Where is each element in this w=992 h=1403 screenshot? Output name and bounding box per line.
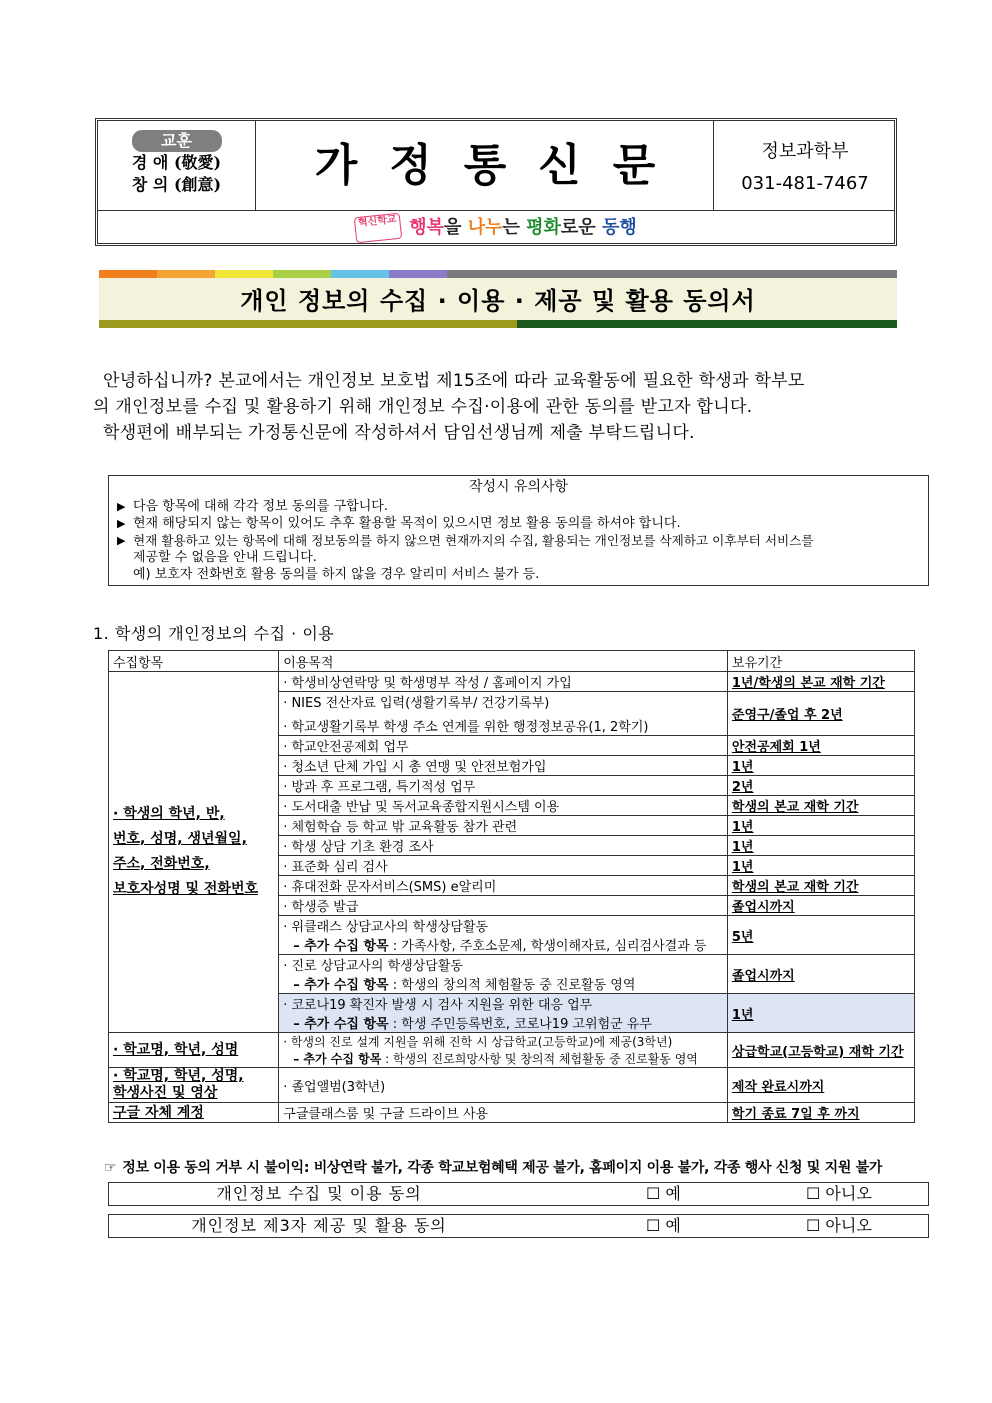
- collected-items-cell: [109, 672, 279, 1033]
- table-header-row: [109, 651, 915, 672]
- header-cell: 수집항목: [109, 651, 279, 672]
- purpose-line: · 진로 상담교사의 학생상담활동: [283, 959, 463, 974]
- color-segment: [447, 270, 897, 278]
- extra-label: 추가 수집 항목: [304, 978, 389, 993]
- color-segment: [331, 270, 389, 278]
- color-segment: [273, 270, 331, 278]
- retention-cell: 1년: [727, 856, 914, 876]
- purpose-cell: [279, 692, 728, 736]
- consent-row-collection: [108, 1182, 929, 1206]
- purpose-cell: · 방과 후 프로그램, 특기적성 업무: [279, 776, 728, 796]
- notes-title: 작성시 유의사항: [468, 479, 569, 495]
- header-cell: 이용목적: [279, 651, 728, 672]
- slogan-row: [98, 210, 894, 243]
- collected-item-line: 보호자성명 및 전화번호: [113, 881, 258, 897]
- color-segment: [157, 270, 215, 278]
- motto-line-1: 경 애 (敬愛): [131, 153, 222, 172]
- purpose-line: · 학교생활기록부 학생 주소 연계를 위한 행정정보공유(1, 2학기): [283, 720, 649, 735]
- document-title: 개인 정보의 수집 · 이용 · 제공 및 활용 동의서: [99, 278, 897, 320]
- consent-yes-checkbox[interactable]: ☐ 예: [646, 1184, 681, 1203]
- motto-line-2: 창 의 (創意): [131, 175, 222, 194]
- collected-items-cell: 구글 자체 계정: [109, 1103, 279, 1123]
- note-continuation: 제공할 수 없음을 안내 드립니다.: [133, 550, 317, 565]
- table-row: [109, 1103, 915, 1123]
- purpose-cell: [279, 994, 728, 1033]
- retention-cell: 준영구/졸업 후 2년: [727, 692, 914, 736]
- retention-cell: 학기 종료 7일 후 까지: [727, 1103, 914, 1123]
- retention-cell: 상급학교(고등학교) 재학 기간: [727, 1033, 914, 1068]
- slogan-word: 로운: [560, 217, 602, 238]
- purpose-cell: · 체험학습 등 학교 밖 교육활동 참가 관련: [279, 816, 728, 836]
- intro-line: 의 개인정보를 수집 및 활용하기 위해 개인정보 수집·이용에 관한 동의를 받고자 합니다.: [93, 397, 753, 417]
- consent-label: 개인정보 제3자 제공 및 활용 동의: [191, 1216, 447, 1235]
- retention-cell: 학생의 본교 재학 기간: [727, 796, 914, 816]
- innovation-school-badge: 혁신학교: [354, 213, 402, 244]
- purpose-line: · 코로나19 확진자 발생 시 검사 지원을 위한 대응 업무: [283, 998, 593, 1013]
- intro-line: 안녕하십니까? 본교에서는 개인정보 보호법 제15조에 따라 교육활동에 필요한 학생과 학부모: [103, 371, 805, 391]
- purpose-cell: · 학생증 발급: [279, 896, 728, 916]
- extra-label: 추가 수집 항목: [304, 939, 389, 954]
- newsletter-title: 가정통신문: [257, 121, 714, 210]
- retention-cell: 1년/학생의 본교 재학 기간: [727, 672, 914, 692]
- slogan-word: 행복: [409, 217, 445, 238]
- decorative-bottom-bar: [99, 320, 897, 328]
- note-example: 예) 보호자 전화번호 활용 동의를 하지 않을 경우 알리미 서비스 불가 등.: [133, 567, 540, 582]
- color-segment: [215, 270, 273, 278]
- refusal-notice: [104, 1157, 882, 1177]
- retention-cell: 졸업시까지: [727, 896, 914, 916]
- purpose-cell: [279, 916, 728, 955]
- purpose-cell: · 도서대출 반납 및 독서교육종합지원시스템 이용: [279, 796, 728, 816]
- purpose-line: · 학생의 진로 설계 지원을 위해 진학 시 상급학교(고등학교)에 제공(3학년): [283, 1035, 673, 1049]
- retention-cell: 5년: [727, 916, 914, 955]
- retention-cell: 학생의 본교 재학 기간: [727, 876, 914, 896]
- table-row: [109, 672, 915, 692]
- consent-no-checkbox[interactable]: ☐ 아니오: [806, 1216, 872, 1235]
- extra-text: : 가족사항, 주호소문제, 학생이해자료, 심리검사결과 등: [388, 939, 707, 954]
- consent-yes-checkbox[interactable]: ☐ 예: [646, 1216, 681, 1235]
- purpose-cell: · 청소년 단체 가입 시 총 연맹 및 안전보험가입: [279, 756, 728, 776]
- purpose-cell: · 휴대전화 문자서비스(SMS) e알리미: [279, 876, 728, 896]
- purpose-cell: · 졸업앨범(3학년): [279, 1068, 728, 1103]
- color-segment: [517, 320, 897, 328]
- collected-item-line: 학생사진 및 영상: [113, 1085, 218, 1101]
- refusal-text: 정보 이용 동의 거부 시 불이익: 비상연락 불가, 각종 학교보험혜택 제공 불가, 홈페이지 이용 불가, 각종 행사 신청 및 지원 불가: [122, 1160, 883, 1176]
- collected-item-line: 번호, 성명, 생년월일,: [113, 831, 247, 847]
- retention-cell: 제작 완료시까지: [727, 1068, 914, 1103]
- purpose-cell: [279, 1033, 728, 1068]
- extra-items-line: – 추가 수집 항목 : 가족사항, 주호소문제, 학생이해자료, 심리검사결과 등: [293, 939, 707, 954]
- retention-cell: 1년: [727, 756, 914, 776]
- department-name: 정보과학부: [761, 141, 849, 162]
- purpose-cell: · 학생 상담 기초 환경 조사: [279, 836, 728, 856]
- intro-text: [93, 368, 903, 446]
- slogan-word: 평화: [526, 217, 561, 238]
- retention-cell: 1년: [727, 816, 914, 836]
- color-segment: [99, 270, 157, 278]
- extra-items-line: – 추가 수집 항목 : 학생 주민등록번호, 코로나19 고위험군 유무: [293, 1017, 652, 1032]
- extra-items-line: – 추가 수집 항목 : 학생의 창의적 체험활동 중 진로활동 영역: [293, 978, 636, 993]
- slogan-word: 나누: [467, 217, 503, 238]
- consent-row-third-party: [108, 1214, 929, 1238]
- collected-items-cell: · 학교명, 학년, 성명: [109, 1033, 279, 1068]
- color-segment: [389, 270, 447, 278]
- intro-line: 학생편에 배부되는 가정통신문에 작성하셔서 담임선생님께 제출 부탁드립니다.: [103, 423, 695, 443]
- slogan-word: 는: [502, 217, 527, 238]
- retention-cell: 안전공제회 1년: [727, 736, 914, 756]
- note-item: ▶ 현재 활용하고 있는 항목에 대해 정보동의를 하지 않으면 현재까지의 수집, 활용되는 개인정보를 삭제하고 이후부터 서비스를: [117, 532, 920, 549]
- extra-text: : 학생의 창의적 체험활동 중 진로활동 영역: [388, 978, 636, 993]
- collected-items-cell: [109, 1068, 279, 1103]
- notes-box: [108, 475, 929, 586]
- retention-cell: 1년: [727, 994, 914, 1033]
- slogan-word: 을: [444, 217, 468, 238]
- pointing-hand-icon: ☞: [104, 1160, 117, 1176]
- consent-no-checkbox[interactable]: ☐ 아니오: [806, 1184, 872, 1203]
- purpose-cell: · 학생비상연락망 및 학생명부 작성 / 홈페이지 가입: [279, 672, 728, 692]
- extra-text: : 학생 주민등록번호, 코로나19 고위험군 유무: [388, 1017, 652, 1032]
- consent-label: 개인정보 수집 및 이용 동의: [216, 1184, 422, 1203]
- collected-item-line: · 학생의 학년, 반,: [113, 806, 225, 822]
- collected-item-line: 주소, 전화번호,: [113, 856, 210, 872]
- personal-info-table: [108, 650, 915, 1123]
- table-row: [109, 1033, 915, 1068]
- department-info: [715, 121, 895, 210]
- color-segment: [99, 320, 517, 328]
- header-cell: 보유기간: [727, 651, 914, 672]
- collected-item-line: · 학교명, 학년, 성명,: [113, 1068, 244, 1084]
- retention-cell: 2년: [727, 776, 914, 796]
- decorative-color-bar: [99, 270, 897, 278]
- purpose-cell: 구글클래스룸 및 구글 드라이브 사용: [279, 1103, 728, 1123]
- school-motto: [98, 121, 256, 210]
- note-item: ▶ 다음 항목에 대해 각각 정보 동의를 구합니다.: [117, 498, 920, 515]
- extra-text: : 학생의 진로희망사항 및 창의적 체험활동 중 진로활동 영역: [381, 1052, 698, 1066]
- retention-cell: 졸업시까지: [727, 955, 914, 994]
- purpose-line: · NIES 전산자료 입력(생활기록부/ 건강기록부): [283, 696, 550, 711]
- note-item: ▶ 현재 해당되지 않는 항목이 있어도 추후 활용할 목적이 있으시면 정보 활용 동의를 하셔야 합니다.: [117, 515, 920, 532]
- extra-label: 추가 수집 항목: [303, 1052, 382, 1066]
- section-heading: 1. 학생의 개인정보의 수집 · 이용: [93, 624, 335, 643]
- extra-items-line: – 추가 수집 항목 : 학생의 진로희망사항 및 창의적 체험활동 중 진로활동 영역: [293, 1052, 698, 1066]
- retention-cell: 1년: [727, 836, 914, 856]
- motto-badge: 교훈: [132, 130, 222, 152]
- purpose-cell: · 표준화 심리 검사: [279, 856, 728, 876]
- extra-label: 추가 수집 항목: [304, 1017, 389, 1032]
- slogan-word: 동행: [601, 217, 637, 238]
- table-row: [109, 1068, 915, 1103]
- purpose-cell: [279, 955, 728, 994]
- purpose-cell: · 학교안전공제회 업무: [279, 736, 728, 756]
- department-phone: 031-481-7467: [741, 173, 869, 194]
- purpose-line: · 위클래스 상담교사의 학생상담활동: [283, 920, 489, 935]
